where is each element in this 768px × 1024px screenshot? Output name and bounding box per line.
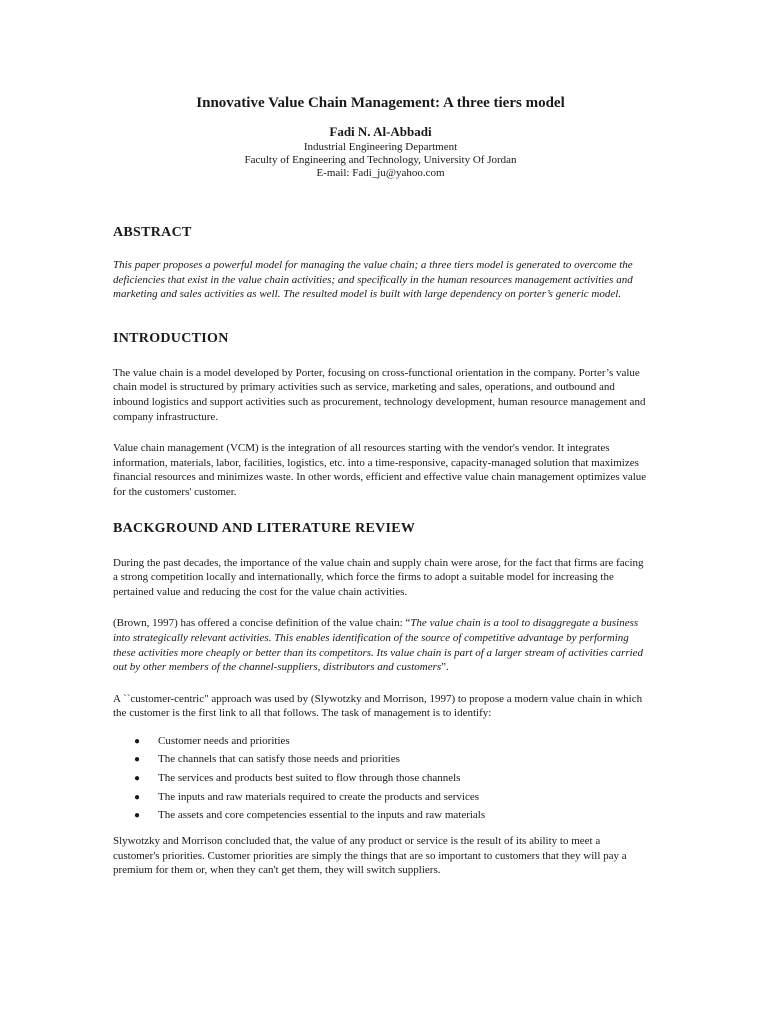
bullet-icon: ● (134, 791, 141, 803)
introduction-paragraph-2: Value chain management (VCM) is the integration of all resources starting with the vendor's vendor. It integrates information, materials, labor, facilities, logistics, etc. into a time-responsive, capacity-managed solution that maximizes financial resources and minimizes waste. In other words, efficient and effective value chain management optimizes value for the customers' customer. (113, 442, 647, 498)
background-paragraph-3: A ``customer-centric" approach was used by (Slywotzky and Morrison, 1997) to propose a modern value chain in which the customer is the first link to all that follows. The task of management is to identify: (113, 692, 643, 720)
list-item-text: The assets and core competencies essential to the inputs and raw materials (158, 809, 486, 822)
bullet-icon: ● (134, 754, 141, 766)
list-item-text: Customer needs and priorities (158, 734, 290, 747)
affiliation-block (113, 141, 648, 180)
bullet-icon: ● (134, 810, 141, 822)
affiliation-faculty: Faculty of Engineering and Technology, University Of Jordan (244, 154, 517, 166)
list-item (113, 753, 648, 766)
affiliation-email: E-mail: Fadi_ju@yahoo.com (316, 167, 445, 179)
introduction-paragraph-1: The value chain is a model developed by Porter, focusing on cross-functional orientation in the company. Porter’s value chain model is structured by primary activities such as service, marketing and sales, operations, and outbound and inbound logistics and support activities such as procurement, technology development, human resource management and company infrastructure. (113, 366, 646, 423)
brown-quote-close: ”. (441, 661, 449, 674)
list-item (113, 772, 648, 785)
list-item (113, 791, 648, 804)
management-tasks-list (113, 735, 648, 822)
list-item-text: The inputs and raw materials required to create the products and services (158, 790, 480, 803)
background-paragraph-2 (113, 616, 648, 674)
brown-citation-lead: (Brown, 1997) has offered a concise definition of the value chain: “ (113, 617, 411, 630)
background-paragraph-1: During the past decades, the importance of the value chain and supply chain were arose, for the fact that firms are facing a strong competition locally and internationally, which force the firms to adopt a suitable model for increasing the pertained value and reducing the cost for the value chain activities. (113, 556, 644, 598)
list-item (113, 735, 648, 748)
brown-definition-quote: The value chain is a tool to disaggregate a business into strategically relevant activities. This enables identification of the source of competitive advantage by performing these activities more cheaply or better than its competitors. Its value chain is part of a larger stream of activities carried out by other members of the channel-suppliers, distributors and customers (113, 617, 644, 674)
paper-title: Innovative Value Chain Management: A three tiers model (196, 95, 565, 111)
affiliation-department: Industrial Engineering Department (303, 141, 458, 153)
background-heading: BACKGROUND AND LITERATURE REVIEW (113, 520, 416, 536)
abstract-heading: ABSTRACT (113, 225, 192, 240)
background-paragraph-4: Slywotzky and Morrison concluded that, the value of any product or service is the result of its ability to meet a customer's priorities. Customer priorities are simply the things that are so important to customers that they will pay a premium for them or, when they can't get them, they will switch suppliers. (113, 835, 627, 877)
bullet-icon: ● (134, 773, 141, 785)
introduction-heading: INTRODUCTION (113, 330, 229, 346)
bullet-icon: ● (134, 735, 141, 747)
list-item (113, 809, 648, 822)
list-item-text: The services and products best suited to flow through those channels (158, 772, 461, 785)
abstract-text: This paper proposes a powerful model for managing the value chain; a three tiers model is generated to overcome the deficiencies that exist in the value chain activities; and specifically in the human resources management activities and marketing and sales activities as well. The resulted model is built with large dependency on porter’s generic model. (113, 259, 633, 301)
author-name: Fadi N. Al-Abbadi (329, 124, 432, 139)
list-item-text: The channels that can satisfy those needs and priorities (158, 753, 400, 766)
